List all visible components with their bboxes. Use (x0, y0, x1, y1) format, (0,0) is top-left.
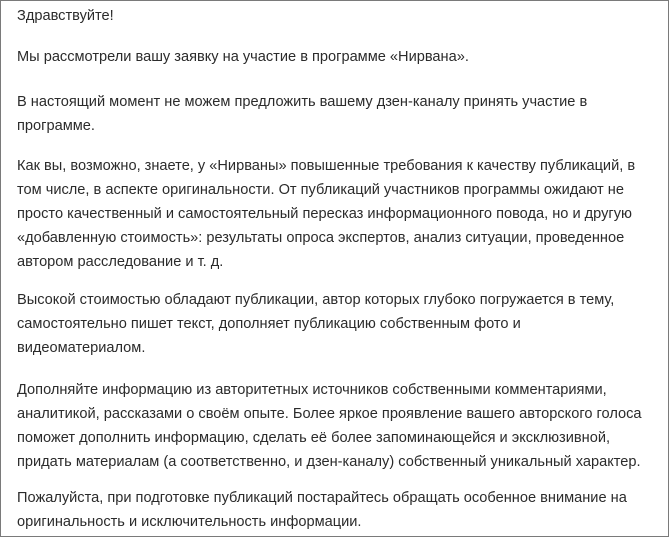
greeting-paragraph: Здравствуйте! (17, 8, 114, 24)
closing-request-paragraph: Пожалуйста, при подготовке публикаций постарайтесь обращать особенное внимание на оригинальность и исключительность информации. (17, 490, 627, 530)
sources-advice-paragraph: Дополняйте информацию из авторитетных источников собственными комментариями, аналитикой, рассказами о своём опыте. Более яркое проявление вашего авторского голоса поможет дополнить информацию, сделать её более запоминающейся и эксклюзивной, придать материалам (а соответственно, и дзен-каналу) собственный уникальный характер. (17, 382, 642, 470)
application-reviewed-paragraph: Мы рассмотрели вашу заявку на участие в программе «Нирвана». (17, 49, 469, 65)
valued-publications-paragraph: Высокой стоимостью обладают публикации, автор которых глубоко погружается в тему, самостоятельно пишет текст, дополняет публикацию собственным фото и видеоматериалом. (17, 292, 615, 356)
decline-paragraph: В настоящий момент не можем предложить вашему дзен-каналу принять участие в программе. (17, 94, 588, 134)
requirements-paragraph: Как вы, возможно, знаете, у «Нирваны» повышенные требования к качеству публикаций, в том числе, в аспекте оригинальности. От публикаций участников программы ожидают не просто качественный и самостоятельный пересказ информационного повода, но и другую «добавленную стоимость»: результаты опроса экспертов, анализ ситуации, проведенное автором расследование и т. д. (17, 158, 636, 270)
